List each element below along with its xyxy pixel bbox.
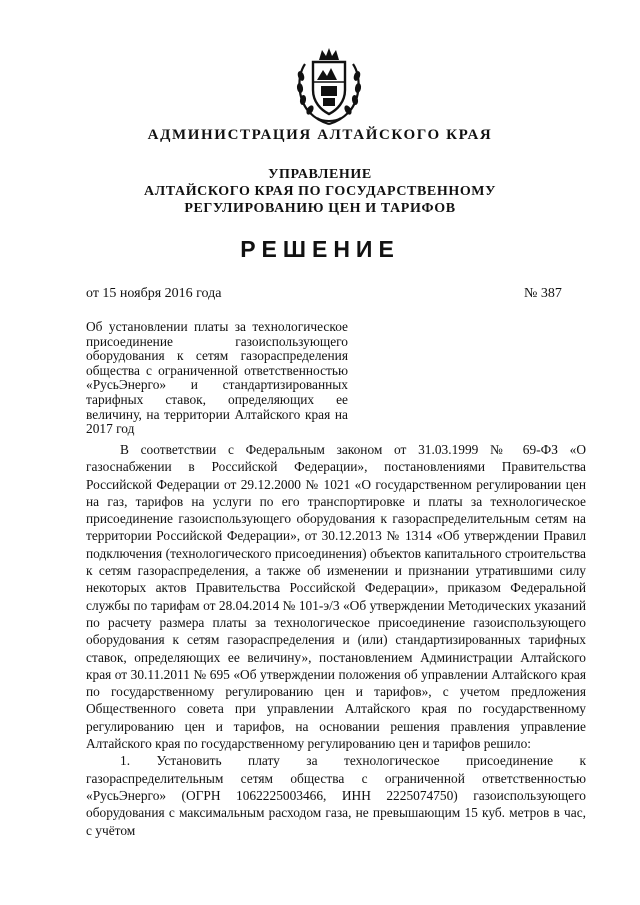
body-paragraph-preamble: В соответствии с Федеральным законом от 31.03.1999 № 69-ФЗ «О газоснабжении в Российской Федерации», постановлениями Правительства Российской Федерации от 29.12.2000 № 1021 «О государственном регулировании цен на газ, тарифов на услуги по его транспортировке и платы за технологическое присоединение газоиспользующего оборудования к газораспределительным сетям на территории Российской Федерации», от 30.12.2013 № 1314 «Об утверждении Правил подключения (технологического присоединения) объектов капитального строительства к сетям газораспределения, а также об изменении и признании утратившими силу некоторых актов Правительства Российской Федерации», приказом Федеральной службы по тарифам от 28.04.2014 № 101-э/3 «Об утверждении Методических указаний по расчету размера платы за технологическое присоединение газоиспользующего оборудования к сетям газораспределения и (или) стандартизированных тарифных ставок, определяющих ее величину», постановлением Администрации Алтайского края от 30.11.2011 № 695 «Об утверждении положения об управлении Алтайского края по государственному регулированию цен и тарифов», с учетом предложения Общественного совета при управлении Алтайского края по государственному регулированию цен и тарифов, на основании решения правления управление Алтайского края по государственному регулированию цен и тарифов решило: [86,442,586,752]
department-line-1: УПРАВЛЕНИЕ [268,167,372,182]
document-body [86,441,586,839]
document-type: РЕШЕНИЕ [240,236,400,262]
document-subject: Об установлении платы за технологическое присоединение газоиспользующего оборудования к сетям газораспределения общества с ограниченной ответственностью «РусьЭнерго» и стандартизированных тарифных ставок, определяющих ее величину, на территории Алтайского края на 2017 год [86,319,348,437]
department-line-2: АЛТАЙСКОГО КРАЯ ПО ГОСУДАРСТВЕННОМУ [144,184,496,199]
body-paragraph-1: 1. Установить плату за технологическое присоединение к газораспределительным сетям общества с ограниченной ответственностью «РусьЭнерго» (ОГРН 1062225003466, ИНН 2225074750) газоиспользующего оборудования с максимальным расходом газа, не превышающим 15 куб. метров в час, с учётом [86,753,586,838]
department-name [0,166,640,217]
document-date: от 15 ноября 2016 года [86,286,222,301]
department-line-3: РЕГУЛИРОВАНИЮ ЦЕН И ТАРИФОВ [184,201,456,216]
document-number: № 387 [524,286,562,301]
coat-of-arms-icon [295,46,363,126]
administration-title: АДМИНИСТРАЦИЯ АЛТАЙСКОГО КРАЯ [147,127,493,143]
